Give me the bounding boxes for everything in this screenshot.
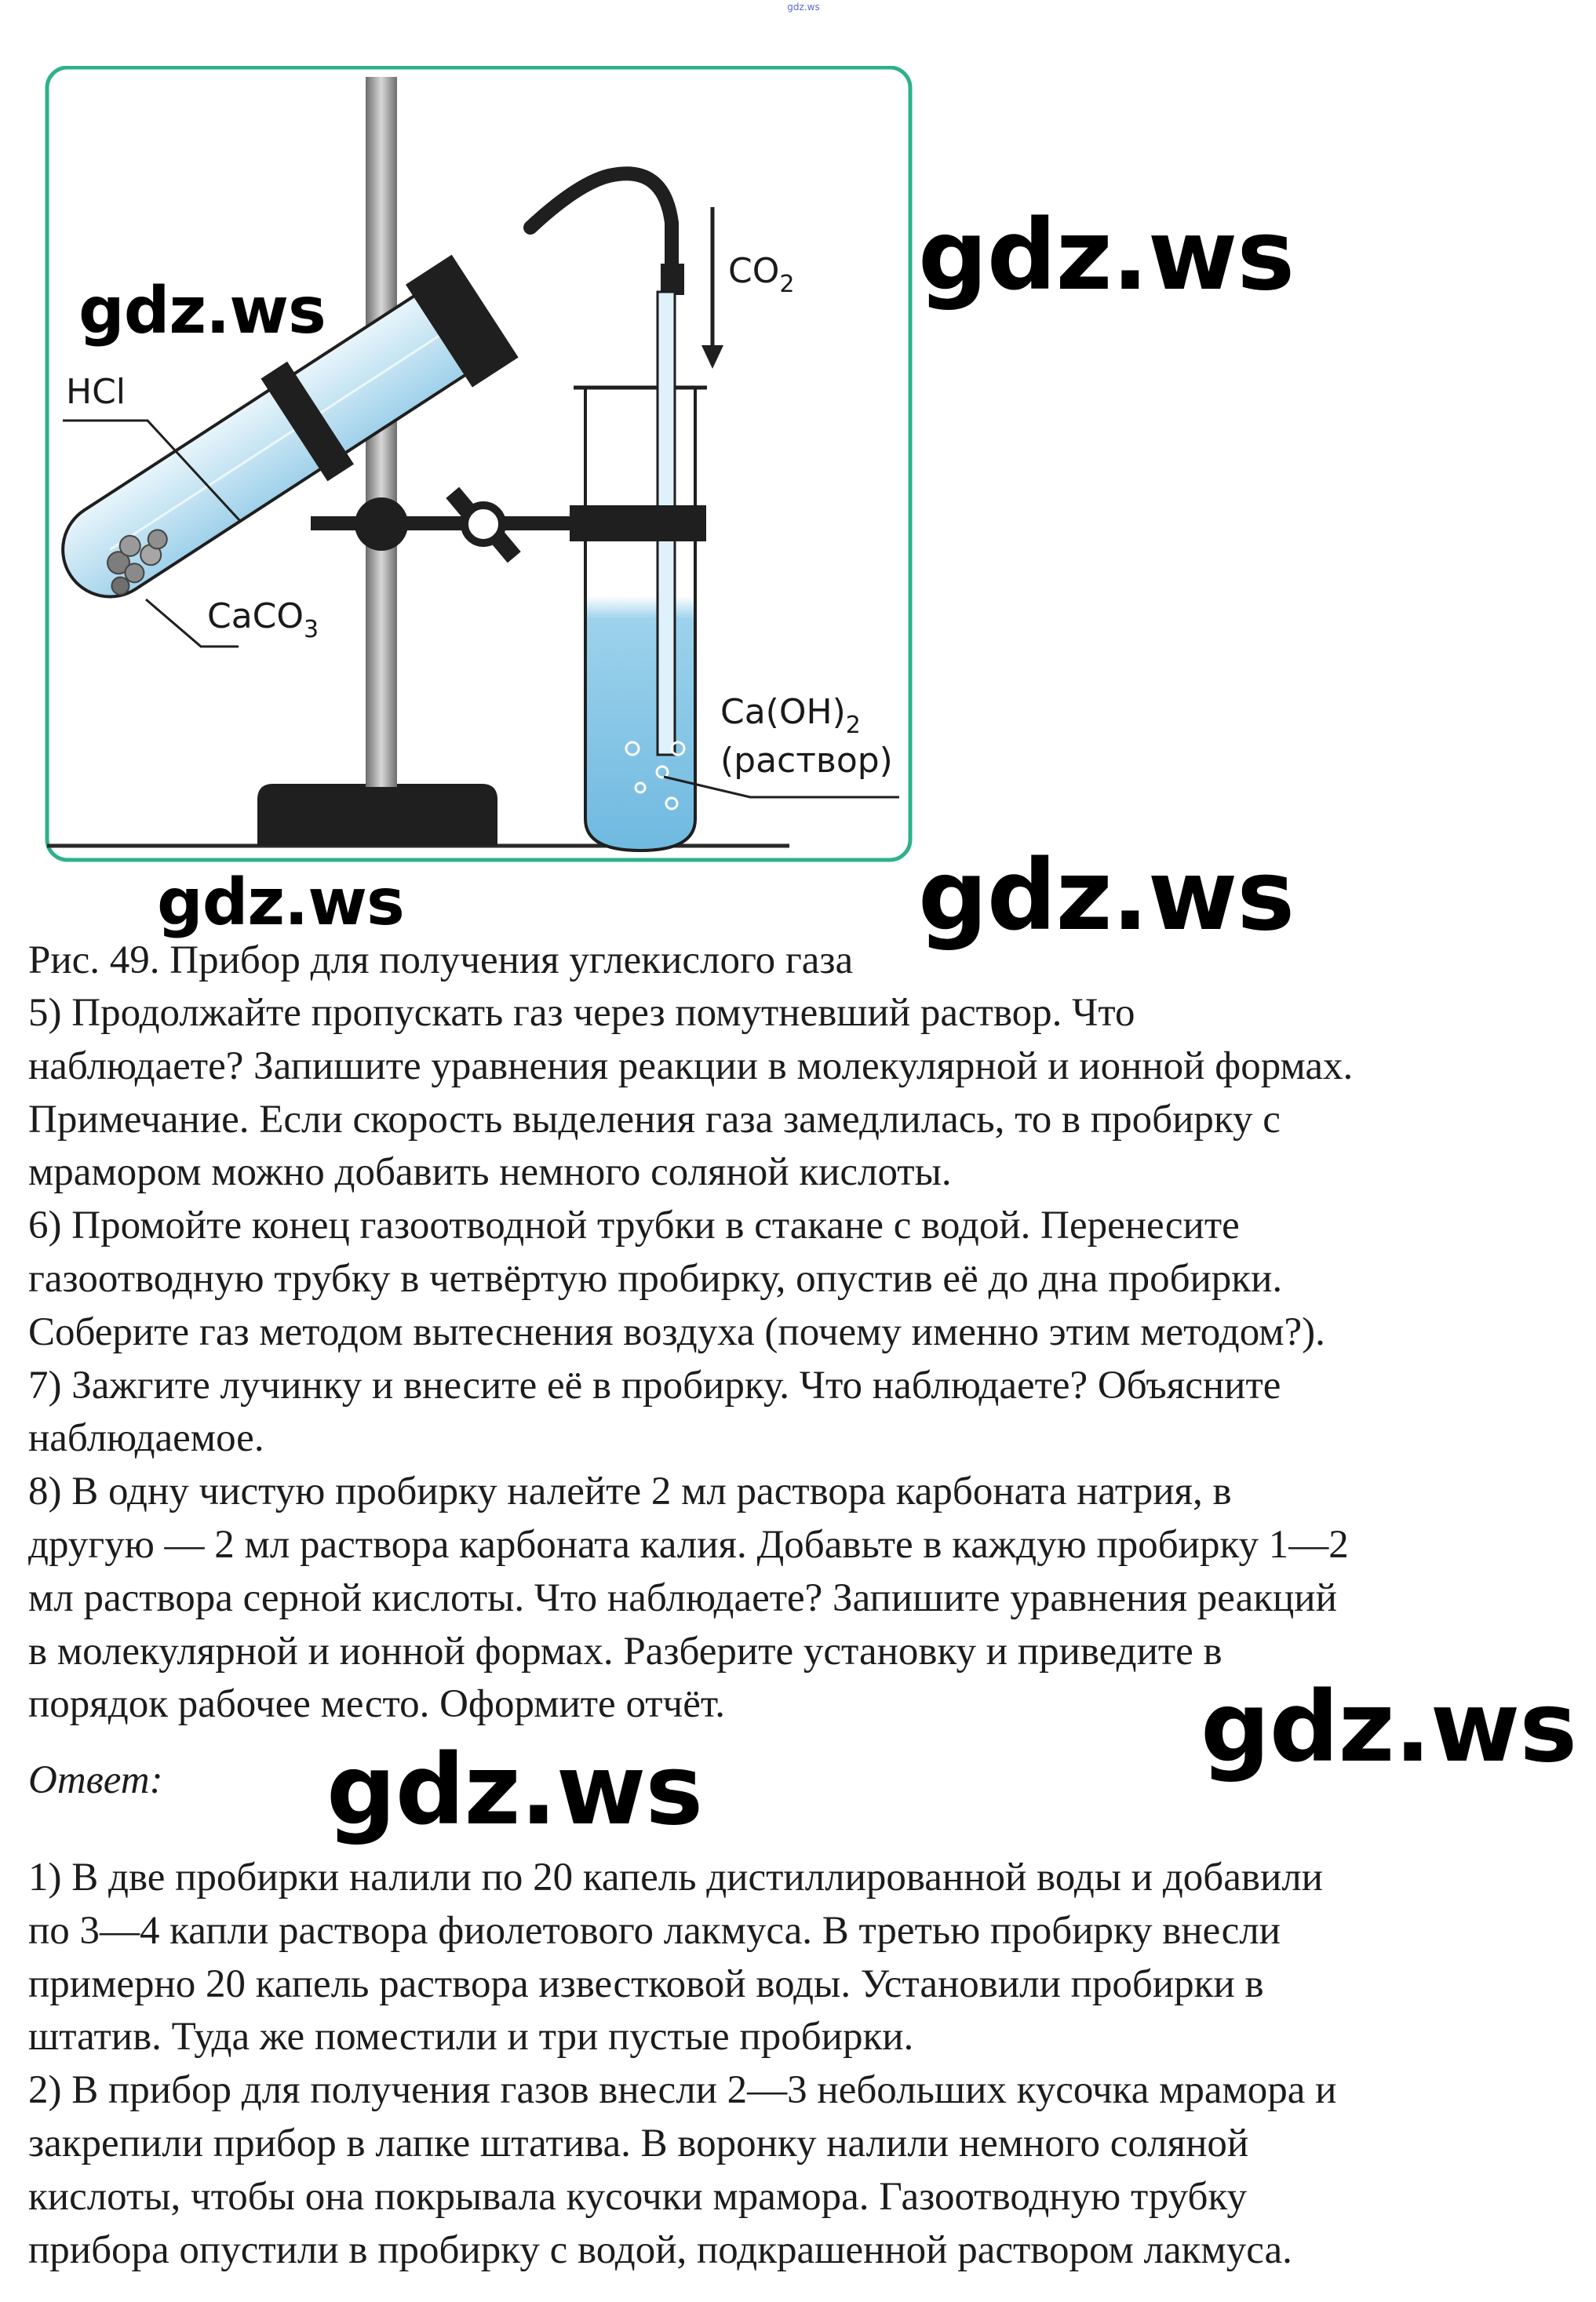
watermark: gdz.ws [326, 1734, 703, 1847]
watermark: gdz.ws [918, 840, 1295, 952]
text-line: 8) В одну чистую пробирку налейте 2 мл раствора карбоната натрия, в [28, 1470, 1232, 1514]
watermark: gdz.ws [157, 865, 404, 940]
text-line: 5) Продолжайте пропускать газ через помутневший раствор. Что [28, 991, 1135, 1035]
answer-line: штатив. Туда же поместили и три пустые пробирки. [28, 2015, 914, 2060]
watermark: gdz.ws [918, 199, 1295, 312]
answer-label: Ответ: [28, 1758, 163, 1802]
label-hcl: HCl [66, 372, 126, 412]
text-line: наблюдаемое. [28, 1416, 264, 1461]
text-line: 6) Промойте конец газоотводной трубки в стакане с водой. Перенесите [28, 1204, 1240, 1248]
text-line: Соберите газ методом вытеснения воздуха (почему именно этим методом?). [28, 1309, 1325, 1354]
watermark: gdz.ws [1201, 1671, 1577, 1784]
text-line: наблюдаете? Запишите уравнения реакции в молекулярной и ионной формах. [28, 1044, 1354, 1088]
answer-line: 2) В прибор для получения газов внесли 2—3 небольших кусочка мрамора и [28, 2068, 1337, 2113]
text-line: мл раствора серной кислоты. Что наблюдаете? Запишите уравнения реакций [28, 1575, 1337, 1620]
text-line: Примечание. Если скорость выделения газа замедлилась, то в пробирку с [28, 1097, 1281, 1142]
figure-caption: Рис. 49. Прибор для получения углекислого газа [28, 938, 854, 982]
top-site-mark: gdz.ws [787, 2, 820, 13]
text-line: в молекулярной и ионной формах. Разберите установку и приведите в [28, 1629, 1223, 1674]
label-co2: $CO_2$ [728, 251, 795, 298]
hose-connector [661, 264, 684, 295]
answer-line: кислоты, чтобы она покрывала кусочки мрамора. Газоотводную трубку [28, 2174, 1248, 2219]
apparatus-figure [44, 66, 913, 865]
answer-line: 1) В две пробирки налили по 20 капель дистиллированной воды и добавили [28, 1856, 1323, 1900]
text-line: газоотводную трубку в четвёртую пробирку, опустив её до дна пробирки. [28, 1256, 1283, 1301]
answer-line: по 3—4 капли раствора фиолетового лакмуса. В третью пробирку внесли [28, 1908, 1281, 1953]
text-line: другую — 2 мл раствора карбоната калия. Добавьте в каждую пробирку 1—2 [28, 1522, 1349, 1567]
answer-line: прибора опустили в пробирку с водой, подкрашенной раствором лакмуса. [28, 2227, 1292, 2272]
text-line: 7) Зажгите лучинку и внесите её в пробирку. Что наблюдаете? Объясните [28, 1363, 1281, 1408]
answer-line: закрепили прибор в лапке штатива. В воронку налили немного соляной [28, 2121, 1249, 2165]
clamp-screw [465, 505, 502, 543]
watermark: gdz.ws [78, 274, 326, 348]
label-caoh2: $Ca(OH)_2$ [720, 692, 861, 739]
stand-base [257, 784, 497, 846]
answer-text [28, 1852, 1574, 2277]
clamp-arm [311, 516, 593, 530]
task-text [28, 987, 1574, 1732]
label-caco3: CaCO$_3$ [207, 596, 319, 643]
label-solution: (раствор) [720, 741, 893, 781]
text-line: порядок рабочее место. Оформите отчёт. [28, 1682, 726, 1727]
text-line: мрамором можно добавить немного соляной кислоты. [28, 1150, 952, 1195]
answer-line: примерно 20 капель раствора известковой воды. Установили пробирки в [28, 1961, 1264, 2006]
